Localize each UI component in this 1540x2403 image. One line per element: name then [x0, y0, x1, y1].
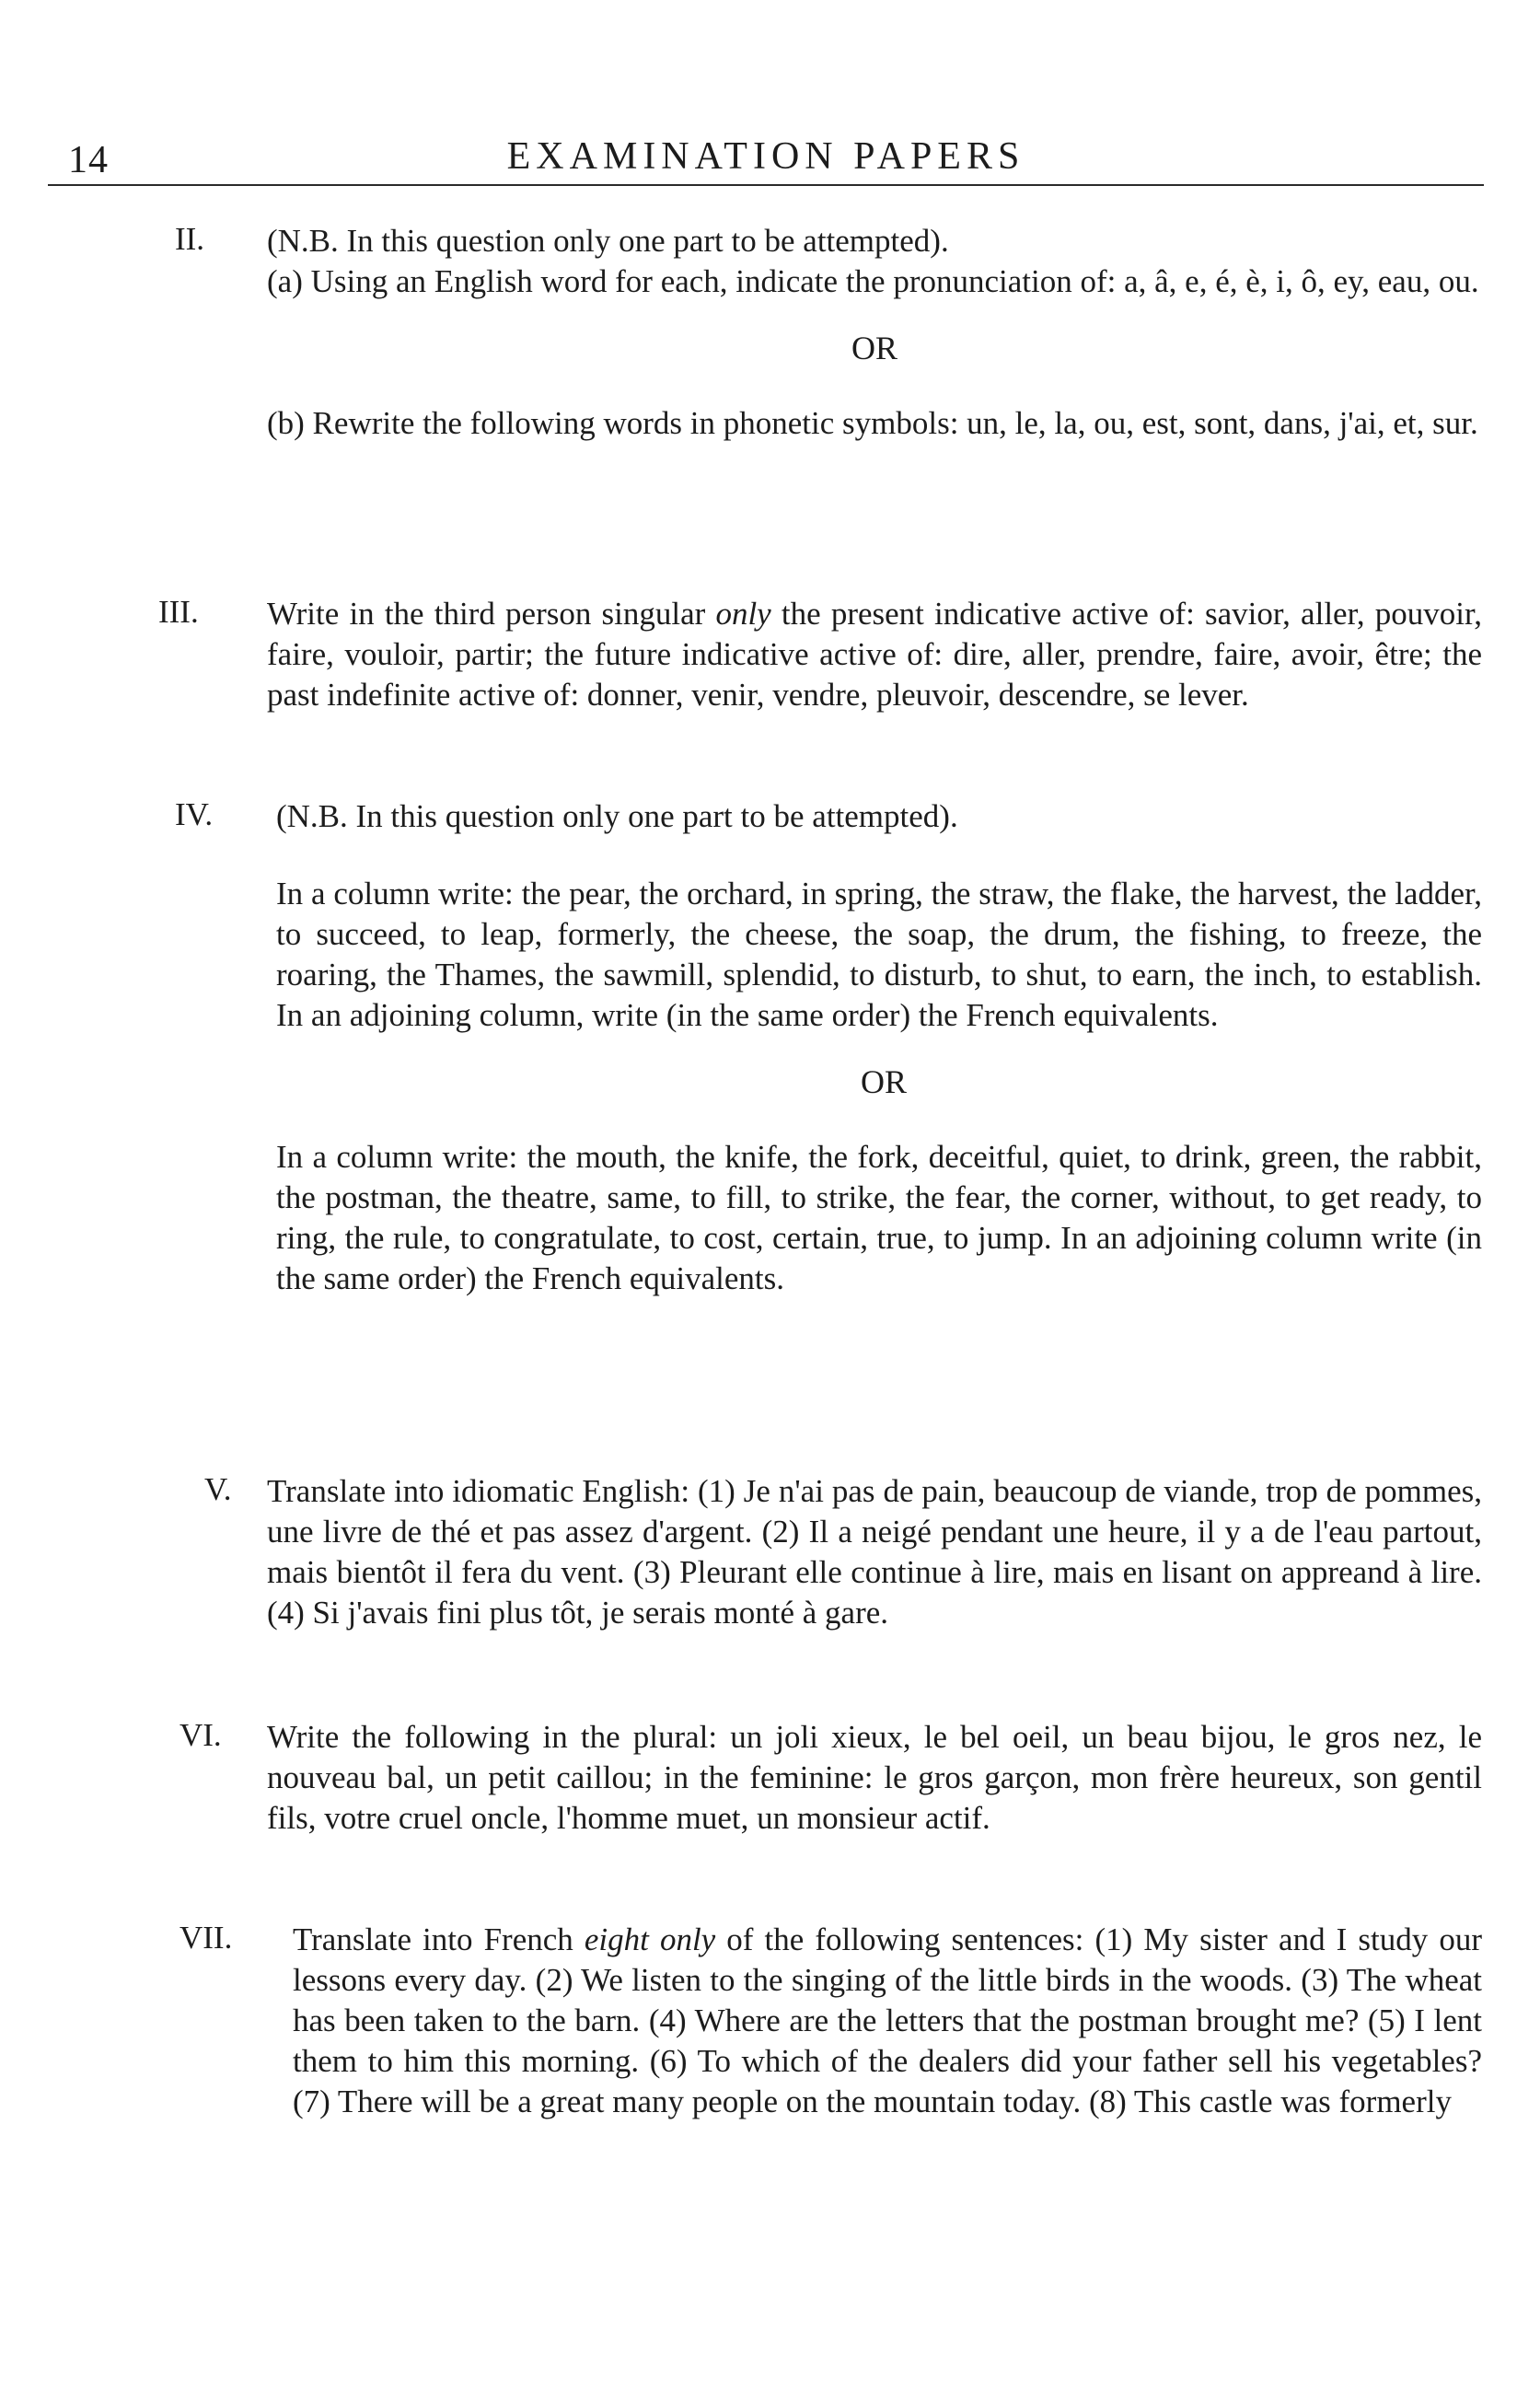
question-body [267, 594, 1482, 715]
header-rule [48, 184, 1484, 186]
or-separator: OR [860, 1063, 907, 1100]
question-text-after: of the following sentences: (1) My sister and I study our lessons every day. (2) We listen to the singing of the little birds in the woods. (3) The wheat has been taken to the barn. (4) Where are the letters that the postman brought me? (5) I lent them to him this morning. (6) To which of the dealers did your father sell his vegetables? (7) There will be a great many people on the mountain today. (8) This castle was formerly [293, 1921, 1482, 2119]
page-number: 14 [68, 139, 109, 181]
question-numeral: VII. [179, 1920, 233, 1956]
question-text-after: the present indicative active of: savior, aller, pouvoir, faire, vouloir, partir; the future indicative active of: dire, aller, prendre, faire, avoir, être; the past indefinite active of: donner, venir, vendre, pleuvoir, descendre, se lever. [267, 596, 1482, 713]
question-body: Translate into idiomatic English: (1) Je n'ai pas de pain, beaucoup de viande, trop de pommes, une livre de thé et pas assez d'argent. (2) Il a neigé pendant une heure, il y a de l'eau partout, mais bientôt il fera du vent. (3) Pleurant elle continue à lire, mais en lisant on appreand à lire. (4) Si j'avais fini plus tôt, je serais monté à gare. [267, 1473, 1482, 1631]
question-numeral: IV. [175, 796, 214, 832]
question-body [293, 1920, 1482, 2122]
question-numeral: III. [158, 594, 199, 630]
question-numeral: V. [204, 1471, 232, 1507]
question-text-before: Write in the third person singular [267, 596, 716, 632]
question-body [267, 221, 1482, 444]
question-emphasis: eight only [584, 1921, 716, 1957]
question-note: (N.B. In this question only one part to be attempted). [267, 223, 949, 259]
question-part-2: In a column write: the mouth, the knife, the fork, deceitful, quiet, to drink, green, the rabbit, the postman, the theatre, same, to fill, to strike, the fear, the corner, without, to get ready, to ring, the rule, to congratulate, to cost, certain, true, to jump. In an adjoining column write (in the same order) the French equivalents. [276, 1139, 1482, 1296]
question-body [276, 796, 1482, 1299]
question-part-b: (b) Rewrite the following words in phonetic symbols: un, le, la, ou, est, sont, dans, j'ai, et, sur. [267, 405, 1478, 441]
question-emphasis: only [715, 596, 771, 632]
question-part-1: In a column write: the pear, the orchard, in spring, the straw, the flake, the harvest, the ladder, to succeed, to leap, formerly, the cheese, the soap, the drum, the fishing, to freeze, the roaring, the Thames, the sawmill, splendid, to disturb, to shut, to earn, the inch, to establish. In an adjoining column, write (in the same order) the French equivalents. [276, 876, 1482, 1033]
or-separator: OR [851, 330, 897, 366]
question-note: (N.B. In this question only one part to be attempted). [276, 798, 958, 834]
question-body: Write the following in the plural: un joli xieux, le bel oeil, un beau bijou, le gros nez, le nouveau bal, un petit caillou; in the feminine: le gros garçon, mon frère heureux, son gentil fils, votre cruel oncle, l'homme muet, un monsieur actif. [267, 1719, 1482, 1836]
running-title: EXAMINATION PAPERS [506, 135, 1025, 178]
question-numeral: II. [175, 221, 205, 257]
question-part-a: (a) Using an English word for each, indicate the pronunciation of: a, â, e, é, è, i, ô, ey, eau, ou. [267, 263, 1479, 299]
page-header [48, 129, 1484, 193]
question-numeral: VI. [179, 1717, 222, 1753]
question-text-before: Translate into French [293, 1921, 585, 1957]
